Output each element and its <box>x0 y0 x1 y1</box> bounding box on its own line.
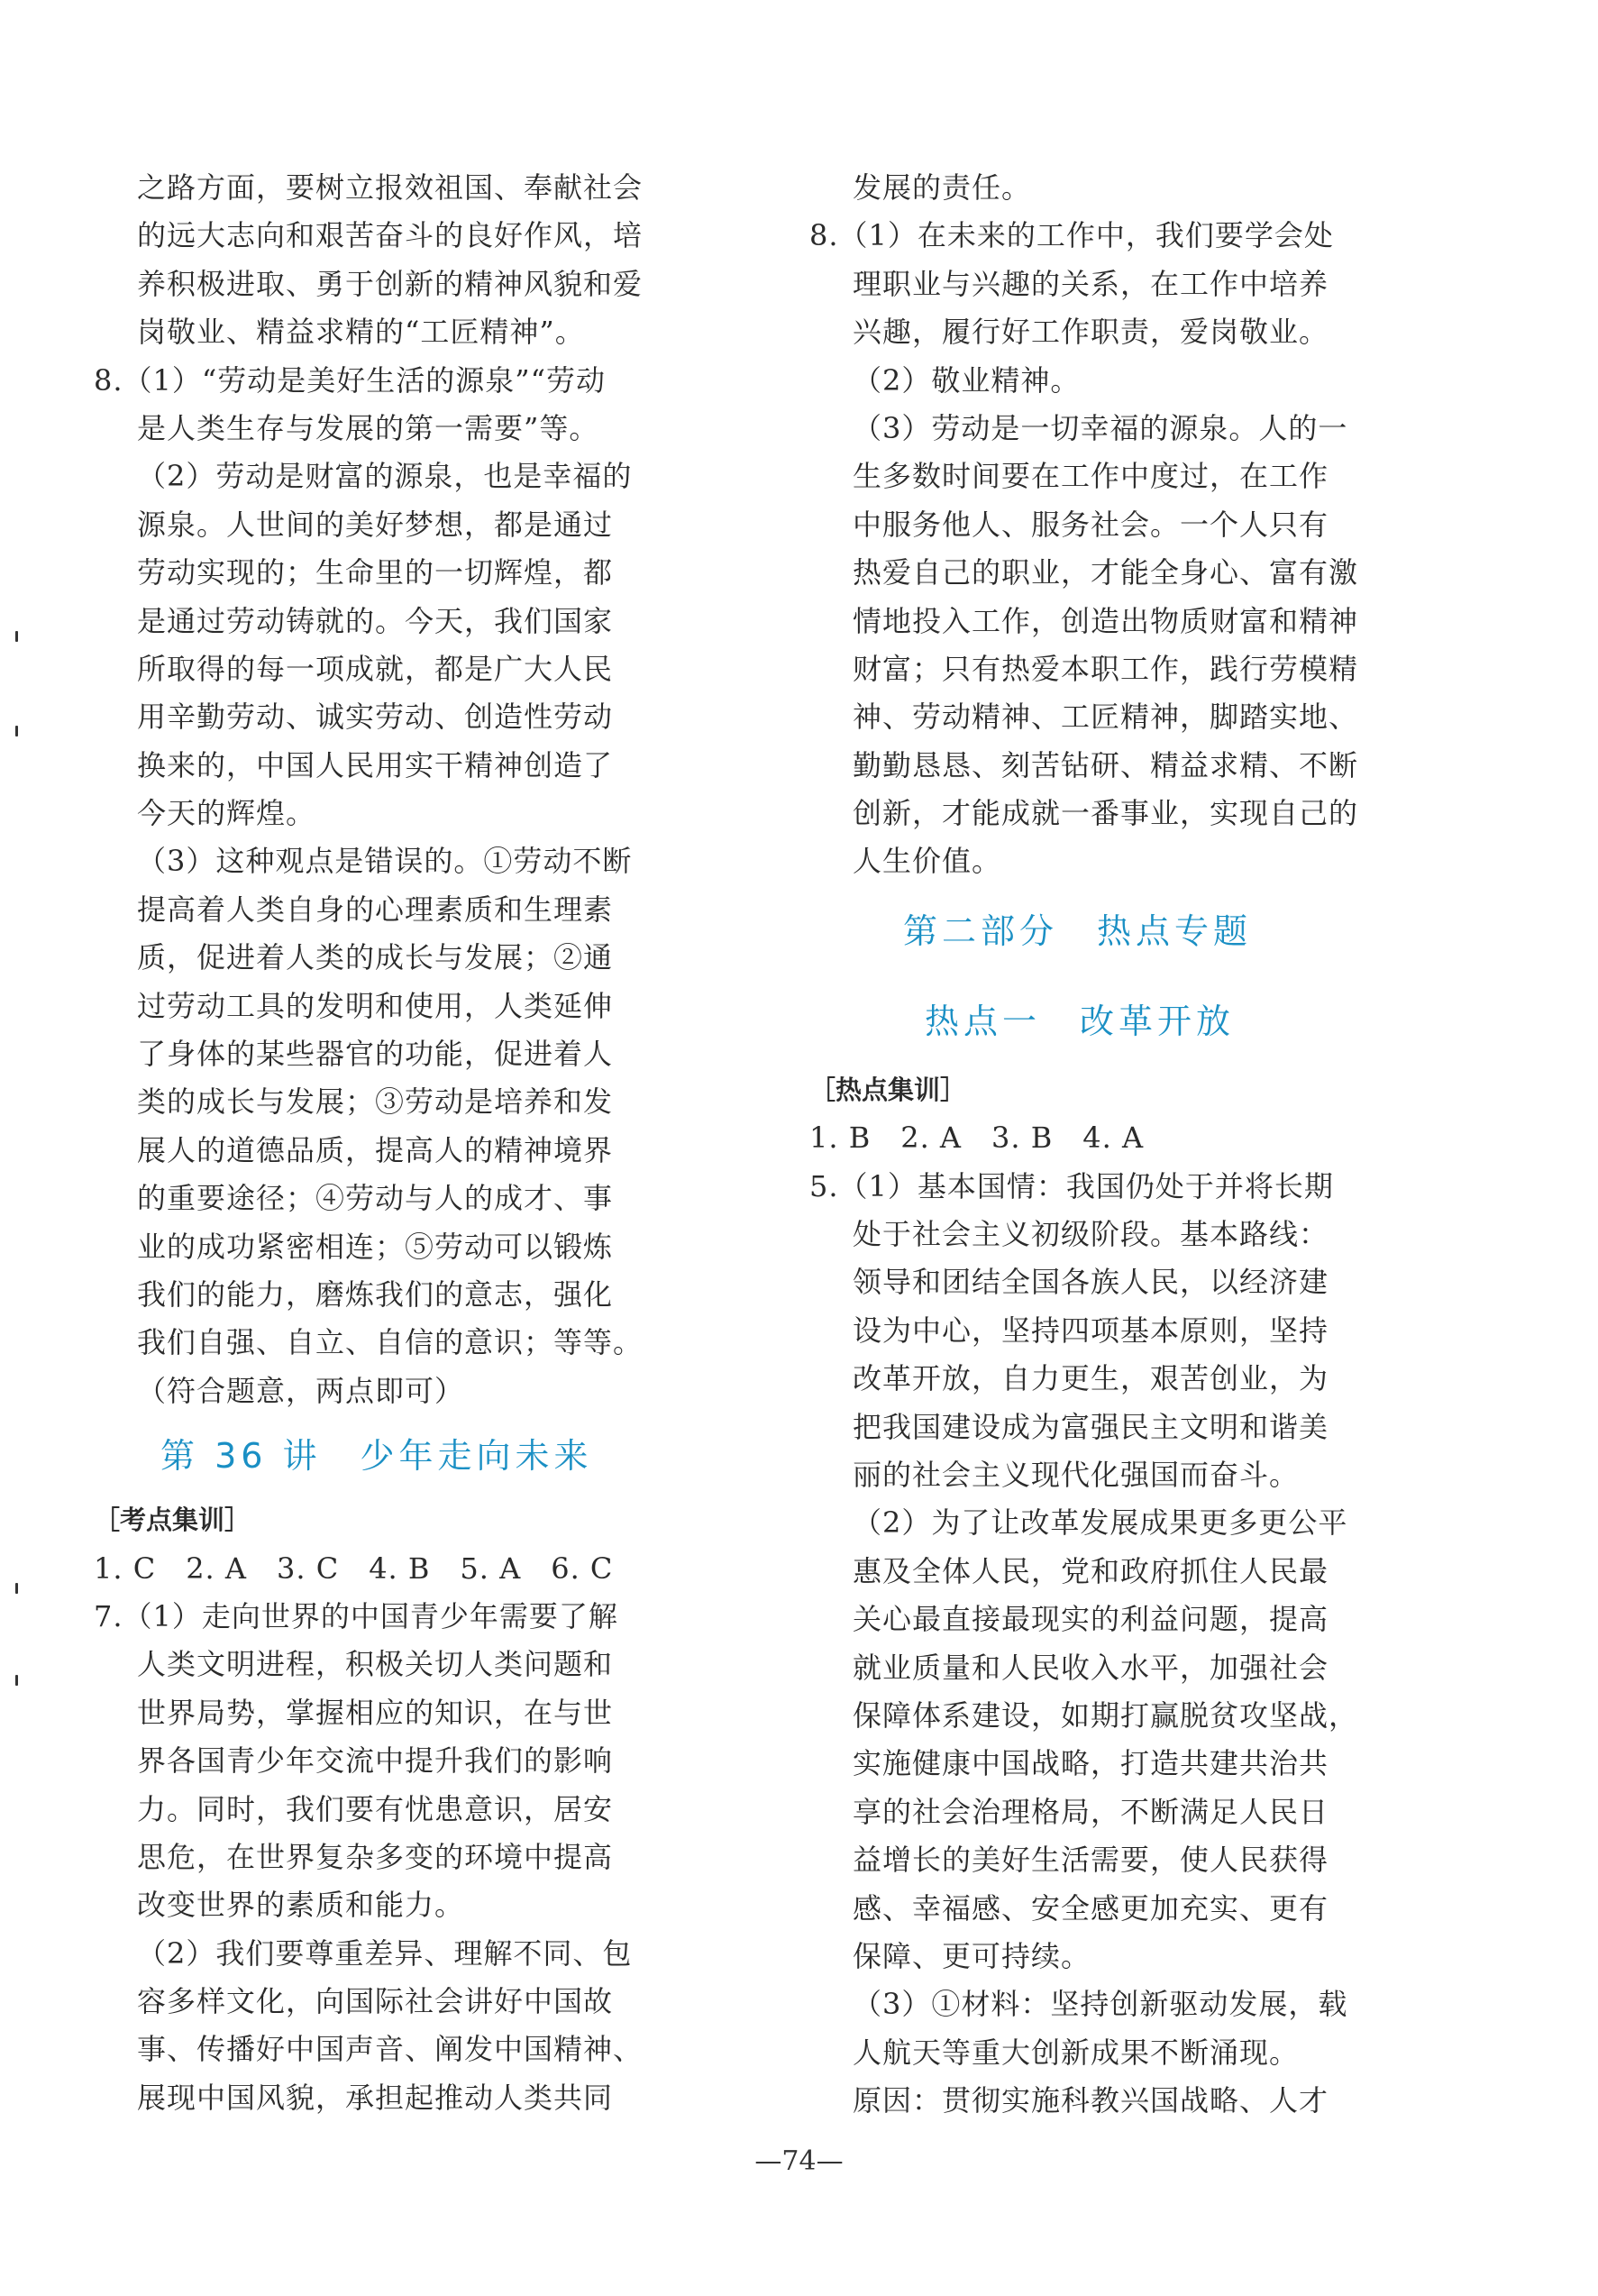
text-line: 惠及全体人民，党和政府抓住人民最 <box>853 1553 1329 1588</box>
text-line: （3）这种观点是错误的。①劳动不断 <box>137 844 633 879</box>
margin-mark <box>15 1675 18 1686</box>
text-line: 原因：贯彻实施科教兴国战略、人才 <box>853 2083 1329 2118</box>
text-line: 8.（1）在未来的工作中，我们要学会处 <box>809 218 1334 253</box>
text-line: （3）劳动是一切幸福的源泉。人的一 <box>853 410 1348 445</box>
text-line: 改变世界的素质和能力。 <box>137 1888 465 1923</box>
text-line: 1. B 2. A 3. B 4. A <box>809 1121 1145 1156</box>
text-line: 5.（1）基本国情：我国仍处于并将长期 <box>809 1168 1334 1203</box>
right-column <box>809 164 1475 2125</box>
text-line: 源泉。人世间的美好梦想，都是通过 <box>137 507 614 542</box>
text-line: 我们的能力，磨炼我们的意志，强化 <box>137 1276 614 1312</box>
text-line: 保障体系建设，如期打赢脱贫攻坚战， <box>853 1697 1359 1733</box>
text-line: 界各国青少年交流中提升我们的影响 <box>137 1743 614 1779</box>
text-line: 人航天等重大创新成果不断涌现。 <box>853 2035 1300 2070</box>
text-line: 事、传播好中国声音、阐发中国精神、 <box>137 2032 644 2067</box>
left-column <box>94 164 759 2122</box>
text-line: 领导和团结全国各族人民，以经济建 <box>853 1265 1329 1300</box>
text-line: 8.（1）“劳动是美好生活的源泉”“劳动 <box>94 362 606 398</box>
text-line: （3）①材料：坚持创新驱动发展，载 <box>853 1987 1348 2022</box>
text-line: 情地投入工作，创造出物质财富和精神 <box>853 603 1359 638</box>
text-line: 保障、更可持续。 <box>853 1938 1091 1973</box>
page-number: —74— <box>754 2145 844 2177</box>
text-line: 是人类生存与发展的第一需要”等。 <box>137 410 599 445</box>
text-line: 理职业与兴趣的关系，在工作中培养 <box>853 266 1329 301</box>
text-line: 中服务他人、服务社会。一个人只有 <box>853 507 1329 542</box>
text-line: 质，促进着人类的成长与发展；②通 <box>137 940 614 975</box>
text-line: 勤勤恳恳、刻苦钻研、精益求精、不断 <box>853 747 1359 782</box>
text-line: 7.（1）走向世界的中国青少年需要了解 <box>94 1598 618 1633</box>
section-heading: 第二部分 热点专题 <box>903 910 1253 951</box>
text-line: 财富；只有热爱本职工作，践行劳模精 <box>853 651 1359 686</box>
text-line: （2）劳动是财富的源泉，也是幸福的 <box>137 459 633 494</box>
section-heading: 热点一 改革开放 <box>925 1001 1236 1041</box>
text-line: 处于社会主义初级阶段。基本路线： <box>853 1217 1329 1252</box>
text-line: 提高着人类自身的心理素质和生理素 <box>137 892 614 927</box>
text-line: 把我国建设成为富强民主文明和谐美 <box>853 1409 1329 1444</box>
text-line: 实施健康中国战略，打造共建共治共 <box>853 1746 1329 1781</box>
text-line: 的远大志向和艰苦奋斗的良好作风，培 <box>137 218 644 253</box>
text-line: 享的社会治理格局，不断满足人民日 <box>853 1794 1329 1829</box>
text-line: 所取得的每一项成就，都是广大人民 <box>137 651 614 686</box>
margin-mark <box>15 726 18 736</box>
text-line: 思危，在世界复杂多变的环境中提高 <box>137 1839 614 1874</box>
text-line: 丽的社会主义现代化强国而奋斗。 <box>853 1457 1300 1492</box>
text-line: 劳动实现的；生命里的一切辉煌，都 <box>137 555 614 590</box>
text-line: 设为中心，坚持四项基本原则，坚持 <box>853 1313 1329 1348</box>
text-line: 力。同时，我们要有忧患意识，居安 <box>137 1791 614 1826</box>
text-line: 换来的，中国人民用实干精神创造了 <box>137 747 614 782</box>
text-line: （2）为了让改革发展成果更多更公平 <box>853 1505 1348 1541</box>
text-line: 容多样文化，向国际社会讲好中国故 <box>137 1984 614 2019</box>
text-line: （2）我们要尊重差异、理解不同、包 <box>137 1935 633 1971</box>
text-line: 创新，才能成就一番事业，实现自己的 <box>853 796 1359 831</box>
text-line: 感、幸福感、安全感更加充实、更有 <box>853 1890 1329 1926</box>
text-line: 益增长的美好生活需要，使人民获得 <box>853 1843 1329 1878</box>
text-line: 了身体的某些器官的功能，促进着人 <box>137 1037 614 1072</box>
text-line: 兴趣，履行好工作职责，爱岗敬业。 <box>853 315 1329 350</box>
text-line: 用辛勤劳动、诚实劳动、创造性劳动 <box>137 700 614 735</box>
text-line: 热爱自己的职业，才能全身心、富有激 <box>853 555 1359 590</box>
text-line: （2）敬业精神。 <box>853 362 1081 398</box>
margin-mark <box>15 631 18 642</box>
text-line: （符合题意，两点即可） <box>137 1373 465 1408</box>
text-line: 人类文明进程，积极关切人类问题和 <box>137 1647 614 1682</box>
sub-heading: ［热点集训］ <box>809 1074 967 1105</box>
text-line: 展人的道德品质，提高人的精神境界 <box>137 1132 614 1167</box>
text-line: 的重要途径；④劳动与人的成才、事 <box>137 1181 614 1216</box>
text-line: 是通过劳动铸就的。今天，我们国家 <box>137 603 614 638</box>
text-line: 就业质量和人民收入水平，加强社会 <box>853 1650 1329 1685</box>
section-heading: 第 36 讲 少年走向未来 <box>160 1436 593 1477</box>
text-line: 展现中国风貌，承担起推动人类共同 <box>137 2080 614 2115</box>
text-line: 改革开放，自力更生，艰苦创业，为 <box>853 1361 1329 1396</box>
text-line: 类的成长与发展；③劳动是培养和发 <box>137 1084 614 1120</box>
text-line: 岗敬业、精益求精的“工匠精神”。 <box>137 315 585 350</box>
text-line: 生多数时间要在工作中度过，在工作 <box>853 459 1329 494</box>
text-line: 关心最直接最现实的利益问题，提高 <box>853 1602 1329 1637</box>
text-line: 业的成功紧密相连；⑤劳动可以锻炼 <box>137 1229 614 1264</box>
text-line: 神、劳动精神、工匠精神，脚踏实地、 <box>853 700 1359 735</box>
sub-heading: ［考点集训］ <box>94 1505 251 1536</box>
text-line: 我们自强、自立、自信的意识；等等。 <box>137 1325 644 1360</box>
text-line: 1. C 2. A 3. C 4. B 5. A 6. C <box>94 1550 614 1586</box>
text-line: 发展的责任。 <box>853 170 1032 205</box>
text-line: 今天的辉煌。 <box>137 796 316 831</box>
text-line: 世界局势，掌握相应的知识，在与世 <box>137 1695 614 1730</box>
margin-mark <box>15 1583 18 1594</box>
text-line: 之路方面，要树立报效祖国、奉献社会 <box>137 170 644 205</box>
text-line: 过劳动工具的发明和使用，人类延伸 <box>137 988 614 1023</box>
text-line: 人生价值。 <box>853 844 1002 879</box>
text-line: 养积极进取、勇于创新的精神风貌和爱 <box>137 266 644 301</box>
